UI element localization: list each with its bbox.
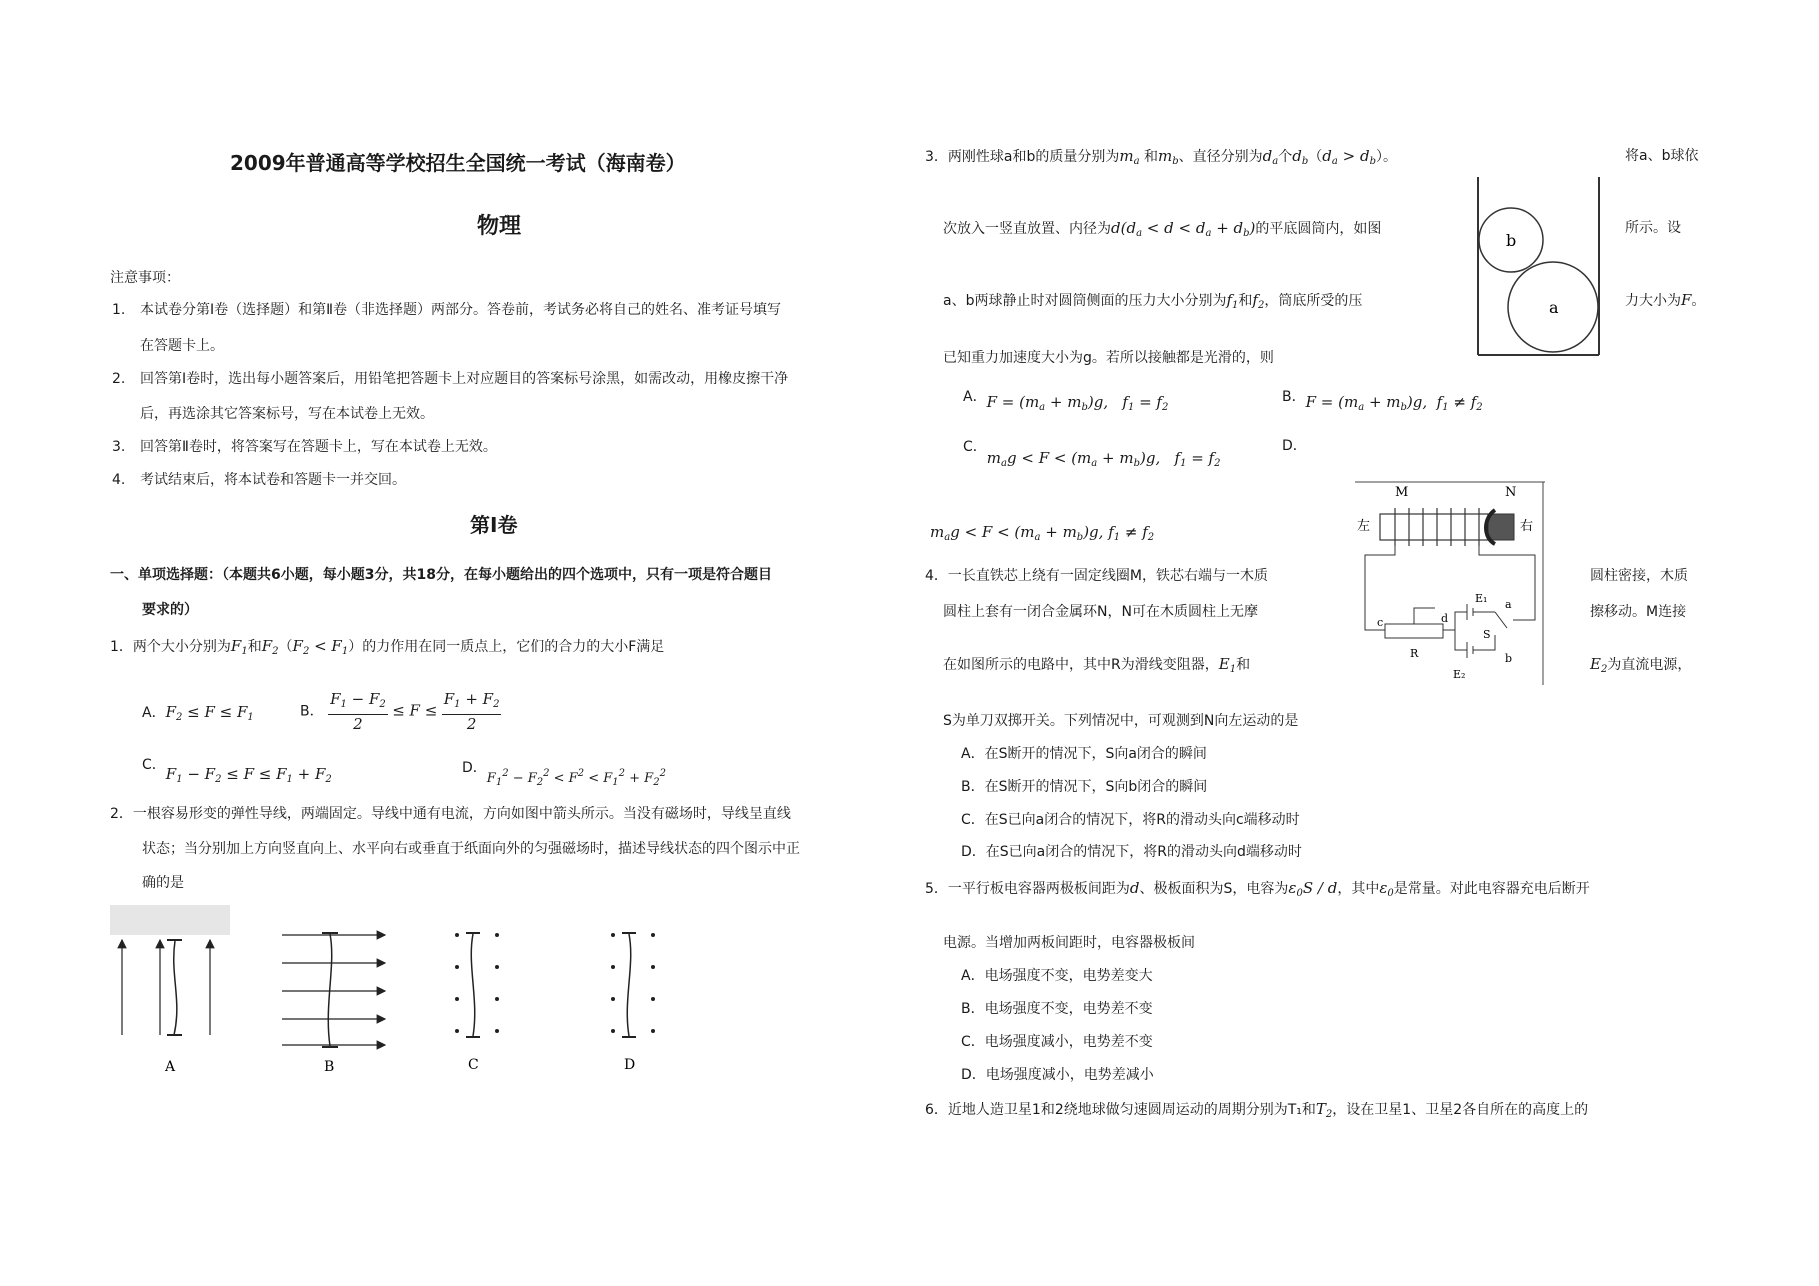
question-4-cont: 擦移动。M连接 (1590, 604, 1687, 620)
question-4-cont: 在如图所示的电路中，其中R为滑线变阻器，$E_1$和 (943, 655, 1251, 675)
notes-heading: 注意事项： (110, 270, 180, 286)
svg-text:M: M (1395, 485, 1409, 500)
question-4-cont: 圆柱密接，木质 (1590, 568, 1688, 584)
question-4-cont: 圆柱上套有一闭合金属环N，N可在木质圆柱上无摩 (943, 604, 1258, 620)
question-3-cont: 所示。设 (1625, 220, 1681, 236)
figure-label: B (324, 1059, 335, 1075)
q5-option: B．电场强度不变，电势差不变 (961, 1001, 1153, 1017)
question-5: 5．一平行板电容器两极板间距为d、极板面积为S，电容为$\varepsilon_0S$ / d，其中$\varepsilon_0$是常量。对此电容器充电后断开 (925, 879, 1590, 899)
wooden-cylinder (1488, 514, 1514, 540)
question-2-cont: 确的是 (142, 875, 184, 891)
q3-option-d: $m_ag < F < (m_a + m_b)g$, $f_1 \ne f_2$ (930, 523, 1155, 543)
figure-label: D (624, 1057, 636, 1073)
svg-text:d: d (1441, 612, 1449, 625)
figure-d (611, 933, 655, 1073)
svg-text:b: b (1506, 231, 1517, 250)
question-4-cont: S为单刀双掷开关。下列情况中，可观测到N向左运动的是 (943, 713, 1299, 729)
question-1: 1．两个大小分别为$F_1$和$F_2(F_2 < F_1)$的力作用在同一质点上，它们的合力的大小F满足 (110, 637, 665, 657)
question-3-cont: 将a、b球依 (1625, 148, 1699, 164)
part1-title: 第Ⅰ卷 (470, 513, 518, 537)
right-column (925, 0, 1725, 1286)
figure-label: A (165, 1059, 176, 1075)
section-heading: 一、单项选择题：（本题共6小题，每小题3分，共18分，在每小题给出的四个选项中，只有一项是符合题目 (110, 567, 772, 583)
q1-option-a: A．$F_2 \le F \le F_1$ (142, 703, 254, 723)
q4-option: B．在S断开的情况下，S向b闭合的瞬间 (961, 779, 1208, 795)
q3-option-a: A．$F = (m_a + m_b)g$, $f_1 = f_2$ (963, 389, 1169, 413)
q1-option-d: D．$F_1^2 - F_2^2 < F^2 < F_1^2 + F_2^2$ (462, 760, 666, 788)
question-3: 3．两刚性球a和b的质量分别为$m_a$ 和$m_b$、直径分别为$d_a$个$d_b(d_a > d_b)$。 (925, 147, 1397, 167)
question-3-cont: 次放入一竖直放置、内径为$d(d_a < d < d_a + d_b)$的平底圆筒内，如图 (943, 219, 1382, 239)
section-heading-cont: 要求的） (142, 602, 198, 618)
svg-text:S: S (1483, 628, 1491, 641)
q5-option: C．电场强度减小，电势差不变 (961, 1034, 1153, 1050)
q3-option-c: C．$m_ag < F < (m_a + m_b)g$, $f_1 = f_2$ (963, 439, 1221, 469)
svg-text:左: 左 (1357, 519, 1371, 534)
q4-option: D．在S已向a闭合的情况下，将R的滑动头向d端移动时 (961, 844, 1302, 860)
q1-option-c: C．$F_1 - F_2 \le F \le F_1 + F_2$ (142, 757, 332, 785)
figure-label: C (468, 1057, 479, 1073)
q3-option-b: B．$F = (m_a + m_b)g$, $f_1 \ne f_2$ (1282, 389, 1483, 413)
svg-text:a: a (1549, 298, 1559, 317)
question-3-cont: a、b两球静止时对圆筒侧面的压力大小分别为$f_1$和$f_2$，筒底所受的压 (943, 291, 1363, 311)
question-4: 4．一长直铁芯上绕有一固定线圈M，铁芯右端与一木质 (925, 568, 1268, 584)
figure-c (455, 933, 499, 1073)
svg-text:右: 右 (1520, 519, 1534, 534)
svg-text:c: c (1377, 616, 1384, 629)
svg-text:E₂: E₂ (1453, 668, 1466, 681)
svg-text:R: R (1410, 647, 1419, 660)
q2-figure (110, 905, 710, 1085)
q1-option-b: B． $\frac{F_1 - F_2}{2}$ ≤ F ≤ $\frac{F_1 + F_2}{2}$ (300, 690, 500, 733)
question-6: 6．近地人造卫星1和2绕地球做匀速圆周运动的周期分别为T₁和$T_2$，设在卫星1、卫星2各自所在的高度上的 (925, 1100, 1589, 1120)
question-3-cont: 已知重力加速度大小为g。若所以接触都是光滑的，则 (943, 350, 1274, 366)
svg-text:b: b (1505, 652, 1513, 665)
question-5-cont: 电源。当增加两板间距时，电容器极板间 (943, 935, 1195, 951)
q5-option: D．电场强度减小，电势差减小 (961, 1067, 1154, 1083)
subject-title: 物理 (477, 214, 522, 239)
svg-text:E₁: E₁ (1475, 592, 1488, 605)
q4-circuit-figure (1355, 480, 1545, 685)
question-2: 2．一根容易形变的弹性导线，两端固定。导线中通有电流，方向如图中箭头所示。当没有磁场时，导线呈直线 (110, 806, 791, 822)
question-4-cont: $E_2$为直流电源， (1590, 655, 1692, 675)
figure-a (122, 940, 210, 1075)
svg-text:a: a (1505, 598, 1512, 611)
left-column: 2009年普通高等学校招生全国统一考试（海南卷） 物理 注意事项： 1. 本试卷分第Ⅰ卷（选择题）和第Ⅱ卷（非选择题）两部分。答卷前，考试务必将自己的姓名、准考证号填写 在答题卡上。 2. 回答第Ⅰ卷时，选出每小题答案后，用铅笔把答题卡上对应题目的答案标号涂黑，如需改动，用橡皮擦干净 后，再选涂其它答案标号，写在本试卷上无效。 3. 回答第Ⅱ卷时，将答案写在答题卡上，写在本试卷上无效。 4. 考试结束后，将本试卷和答题卡一并交回。 第Ⅰ卷 一、单项选择题：（本题共6小题，每小题3分，共18分，在每小题给出的四个选项中，只有一项是符合题目 要求的） 1．两个大小分别为$F_1$和$F_2(F_2 < F_1)$的力作用在同一质点上，它们的合力的大小F满足 A．$F_2 \le F \le F_1$ B． $\frac{F_1 - F_2}{2}$ ≤ F ≤ $\frac{F_1 + F_2}{2}$ C．$F_1 - F_2 \le F \le F_1 + F_2$ D．$F_1^2 - F_2^2 < F^2 < F_1^2 + F_2^2$ 2．一根容易形变的弹性导线，两端固定。导线中通有电流，方向如图中箭头所示。当没有磁场时，导线呈直线 状态；当分别加上方向竖直向上、水平向右或垂直于纸面向外的匀强磁场时，描述导线状态的四个图示中正 确的是 A B C D (110, 0, 910, 1286)
svg-text:N: N (1505, 485, 1517, 500)
q3-option-d-label: D． (1282, 438, 1307, 454)
q4-option: A．在S断开的情况下，S向a闭合的瞬间 (961, 746, 1207, 762)
q4-option: C．在S已向a闭合的情况下，将R的滑动头向c端移动时 (961, 812, 1300, 828)
scan-shading (110, 905, 230, 935)
figure-b (282, 933, 385, 1075)
q5-option: A．电场强度不变，电势差变大 (961, 968, 1153, 984)
question-3-cont: 力大小为F。 (1625, 291, 1706, 309)
question-2-cont: 状态；当分别加上方向竖直向上、水平向右或垂直于纸面向外的匀强磁场时，描述导线状态的四个图示中正 (142, 841, 800, 857)
exam-title: 2009年普通高等学校招生全国统一考试（海南卷） (230, 151, 686, 175)
q3-cylinder-figure (1473, 172, 1613, 362)
